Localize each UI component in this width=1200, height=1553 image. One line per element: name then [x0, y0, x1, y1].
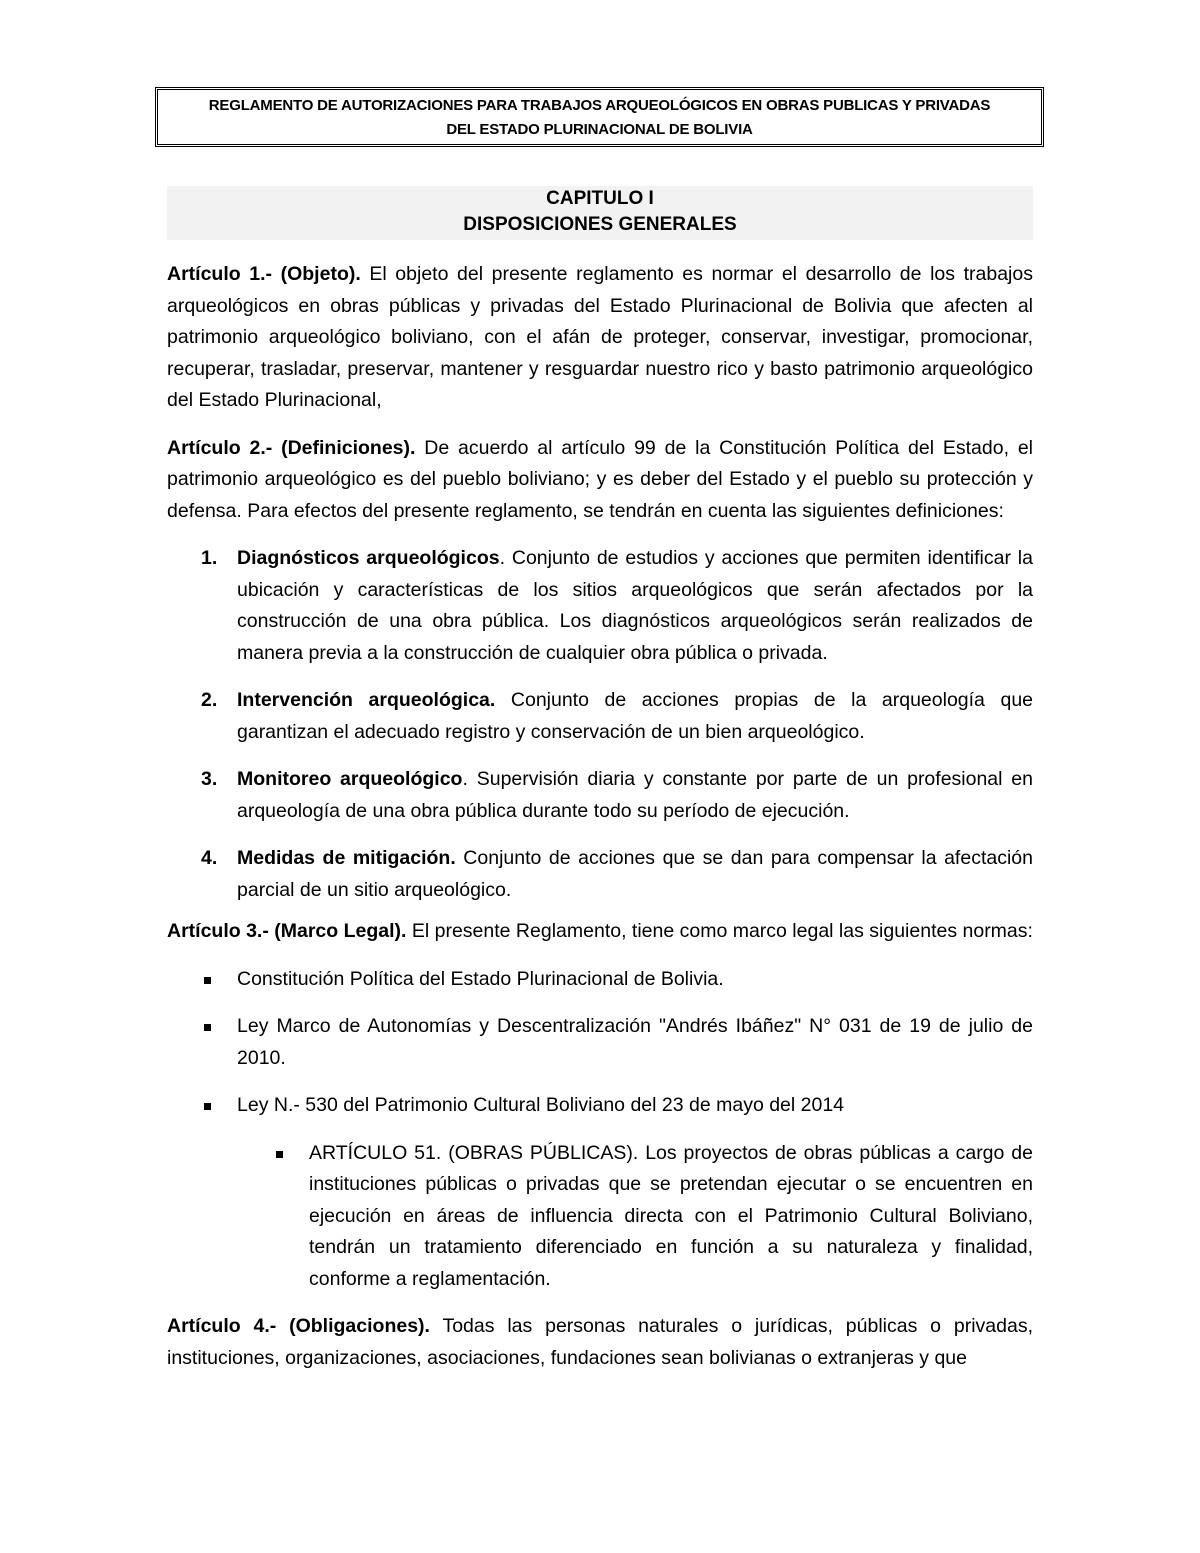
- square-bullet-icon: [204, 1103, 211, 1110]
- article-4: [167, 1311, 1033, 1374]
- definition-term: Intervención arqueológica.: [237, 689, 496, 711]
- definition-term: Medidas de mitigación.: [237, 847, 456, 869]
- article-3: [167, 916, 1033, 948]
- definition-number: 4.: [201, 847, 218, 869]
- article-2-text: De acuerdo al artículo 99 de la Constitución Política del Estado, el patrimonio arqueológico es del pueblo boliviano; y es deber del Estado y el pueblo su protección y defensa. Para efectos del presente reglamento, se tendrán en cuenta las siguientes definiciones:: [167, 436, 1034, 522]
- document-body: [167, 259, 1033, 1390]
- definition-term: Monitoreo arqueológico: [237, 768, 463, 790]
- legal-norm-text: Constitución Política del Estado Plurinacional de Bolivia.: [237, 967, 724, 990]
- chapter-heading: [167, 186, 1033, 240]
- legal-norm-text: Ley N.- 530 del Patrimonio Cultural Boliviano del 23 de mayo del 2014: [237, 1094, 845, 1116]
- definition-text: . Supervisión diaria y constante por parte de un profesional en arqueología de una obra pública durante todo su período de ejecución.: [237, 768, 1033, 822]
- article-2-label: Artículo 2.- (Definiciones).: [167, 436, 416, 459]
- square-bullet-icon: [204, 1024, 211, 1031]
- chapter-title: DISPOSICIONES GENERALES: [463, 214, 737, 235]
- square-bullet-icon: [204, 977, 211, 984]
- legal-norm-subitem: [167, 1138, 1033, 1296]
- article-1-text: El objeto del presente reglamento es normar el desarrollo de los trabajos arqueológicos en obras públicas y privadas del Estado Plurinacional de Bolivia que afecten al patrimonio arqueológico boliviano, con el afán de proteger, conservar, investigar, promocionar, recuperar, trasladar, preservar, mantener y resguardar nuestro rico y basto patrimonio arqueológico del Estado Plurinacional,: [167, 263, 1033, 411]
- legal-norm-item: [167, 1011, 1033, 1074]
- document-title-box: [155, 87, 1044, 147]
- definition-number: 2.: [201, 689, 218, 711]
- legal-norm-item: [167, 1090, 1033, 1122]
- article-4-label: Artículo 4.- (Obligaciones).: [167, 1315, 430, 1337]
- legal-norm-item: [167, 964, 1033, 996]
- definition-item: [167, 543, 1033, 669]
- definition-term: Diagnósticos arqueológicos: [237, 547, 500, 569]
- article-3-label: Artículo 3.- (Marco Legal).: [167, 920, 407, 942]
- square-bullet-icon: [276, 1151, 283, 1158]
- definition-text: Conjunto de acciones que se dan para compensar la afectación parcial de un sitio arqueológico.: [237, 847, 1033, 901]
- definition-number: 1.: [201, 547, 218, 569]
- article-4-text: Todas las personas naturales o jurídicas, públicas o privadas, instituciones, organizaciones, asociaciones, fundaciones sean bolivianas o extranjeras y que: [167, 1315, 1033, 1369]
- legal-norm-text: Ley Marco de Autonomías y Descentralización "Andrés Ibáñez" N° 031 de 19 de julio de 2010.: [237, 1015, 1033, 1069]
- article-3-text: El presente Reglamento, tiene como marco legal las siguientes normas:: [406, 920, 1033, 942]
- chapter-number: CAPITULO I: [546, 188, 654, 209]
- document-title-line-2: DEL ESTADO PLURINACIONAL DE BOLIVIA: [446, 121, 753, 138]
- definition-item: [167, 843, 1033, 906]
- article-1-label: Artículo 1.- (Objeto).: [167, 263, 361, 285]
- definition-text: . Conjunto de estudios y acciones que permiten identificar la ubicación y características de los sitios arqueológicos que serán afectados por la construcción de una obra pública. Los diagnósticos arqueológicos serán realizados de manera previa a la construcción de cualquier obra pública o privada.: [237, 547, 1033, 664]
- definition-item: [167, 685, 1033, 748]
- definition-number: 3.: [201, 768, 218, 790]
- definition-text: Conjunto de acciones propias de la arqueología que garantizan el adecuado registro y conservación de un bien arqueológico.: [237, 689, 1034, 743]
- legal-norm-subitem-text: ARTÍCULO 51. (OBRAS PÚBLICAS). Los proyectos de obras públicas a cargo de instituciones públicas o privadas que se pretendan ejecutar o se encuentren en ejecución en áreas de influencia directa con el Patrimonio Cultural Boliviano, tendrán un tratamiento diferenciado en función a su naturaleza y finalidad, conforme a reglamentación.: [309, 1141, 1033, 1290]
- definition-item: [167, 764, 1033, 827]
- article-2: [167, 433, 1033, 528]
- article-1: [167, 259, 1033, 417]
- document-title-line-1: REGLAMENTO DE AUTORIZACIONES PARA TRABAJOS ARQUEOLÓGICOS EN OBRAS PUBLICAS Y PRIVADAS: [208, 97, 991, 114]
